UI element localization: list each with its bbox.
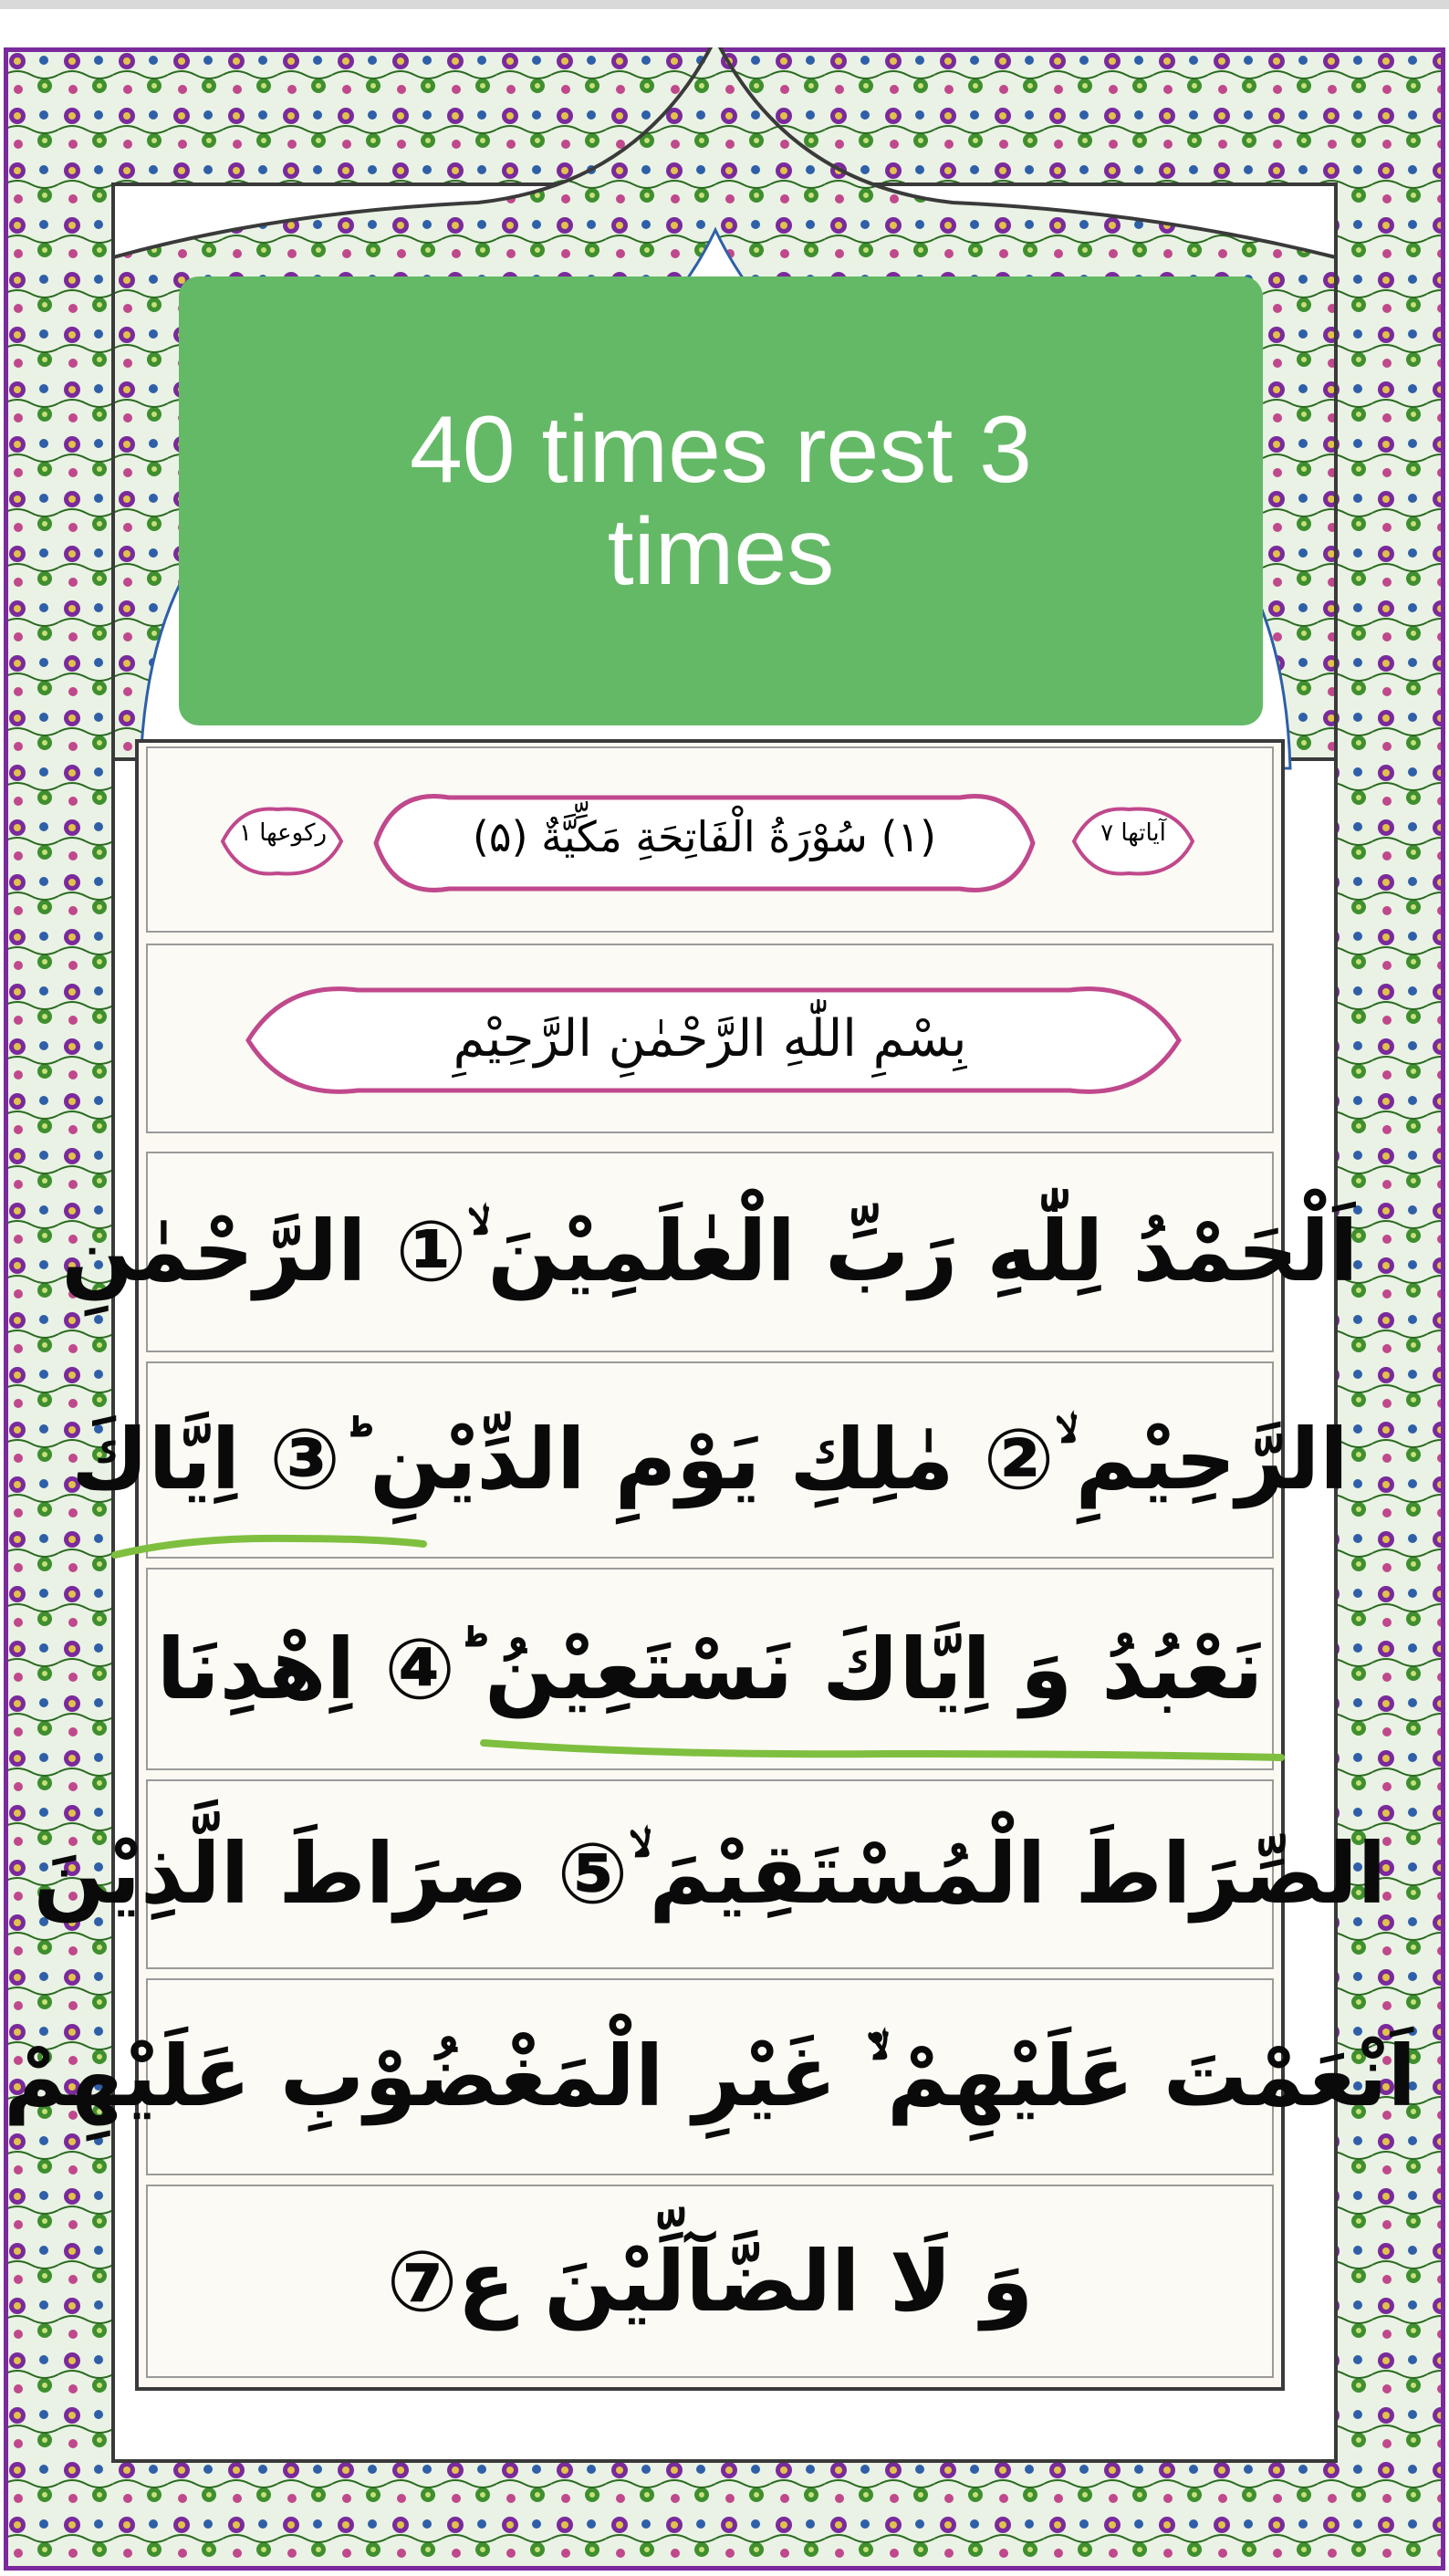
underline-annotation: [109, 1529, 438, 1566]
top-status-strip: [0, 0, 1449, 9]
surah-header-row: [146, 746, 1274, 933]
ayah-line: [33, 1779, 1387, 1969]
ayah-line-text: نَعْبُدُ وَ اِیَّاكَ نَسْتَعِیْنُ ؕ④ اِهْدِنَا: [156, 1620, 1264, 1718]
ayah-line-text: اَنْعَمْتَ عَلَیْهِمْ ۙ۬ غَیْرِ الْمَغْضُوْبِ عَلَیْهِمْ: [4, 2027, 1416, 2125]
ayah-line-text: اَلْحَمْدُ لِلّٰهِ رَبِّ الْعٰلَمِیْنَ ۙ① الرَّحْمٰنِ: [61, 1202, 1359, 1300]
ayat-count-label: آیاتها ۷: [1100, 819, 1166, 847]
surah-title: (۱) سُوْرَةُ الْفَاتِحَةِ مَكِّيَّةٌ (۵): [472, 812, 937, 861]
underline-annotation: [474, 1730, 1296, 1776]
ayah-line-text: وَ لَا الضَّآلِّیْنَ ع⑦: [386, 2232, 1034, 2331]
note-overlay-text: 40 times rest 3 times: [409, 396, 1033, 605]
bismillah-row: [146, 944, 1274, 1133]
bismillah-text: بِسْمِ اللّٰهِ الرَّحْمٰنِ الرَّحِیْمِ: [453, 1008, 967, 1069]
ayah-line: [146, 2185, 1274, 2378]
ayah-line: [61, 1152, 1359, 1352]
ayah-line-text: الصِّرَاطَ الْمُسْتَقِیْمَ ۙ⑤ صِرَاطَ الَّذِیْنَ: [33, 1824, 1387, 1923]
ayah-line-text: الرَّحِیْمِ ۙ② مٰلِكِ یَوْمِ الدِّیْنِ ؕ③ اِیَّاكَ: [71, 1410, 1349, 1508]
ruku-count-label: رکوعها ۱: [238, 819, 328, 847]
note-overlay: [179, 276, 1263, 725]
ayah-line: [4, 1978, 1416, 2175]
